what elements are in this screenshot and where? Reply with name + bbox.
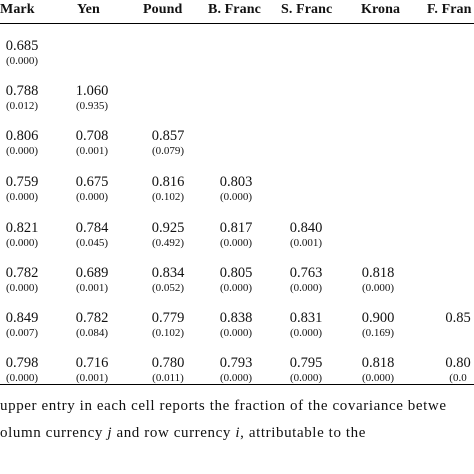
table-cell — [276, 310, 336, 340]
cell-value: 0.805 — [219, 265, 253, 281]
cell-pvalue: (0.052) — [151, 282, 185, 294]
cell-pvalue: (0.000) — [289, 327, 323, 339]
table-cell — [206, 310, 266, 340]
table-cell — [138, 265, 198, 295]
cell-value: 0.689 — [75, 265, 109, 281]
cell-pvalue: (0.935) — [75, 100, 109, 112]
cell-value: 0.782 — [5, 265, 39, 281]
cell-value: 0.840 — [289, 220, 323, 236]
footnote-text-2a: olumn currency — [0, 425, 108, 441]
cell-value: 0.784 — [75, 220, 109, 236]
cell-pvalue: (0.001) — [75, 282, 109, 294]
cell-pvalue: (0.011) — [152, 372, 184, 384]
cell-value: 0.834 — [151, 265, 185, 281]
table-cell — [0, 83, 52, 113]
cell-pvalue: (0.000) — [219, 282, 253, 294]
cell-pvalue: (0.000) — [5, 191, 39, 203]
table-cell — [206, 220, 266, 250]
cell-value: 0.779 — [151, 310, 185, 326]
cell-value: 0.831 — [289, 310, 323, 326]
table-cell — [62, 174, 122, 204]
cell-value: 0.818 — [361, 265, 395, 281]
cell-pvalue: (0.000) — [5, 145, 39, 157]
cell-value: 0.759 — [5, 174, 39, 190]
table-cell — [138, 310, 198, 340]
cell-value: 0.708 — [75, 128, 109, 144]
footnote-text-2b: and row currency — [112, 425, 236, 441]
table-cell — [0, 355, 52, 385]
table-cell — [62, 265, 122, 295]
cell-value: 0.806 — [5, 128, 39, 144]
cell-pvalue: (0.079) — [151, 145, 185, 157]
table-cell — [206, 174, 266, 204]
cell-value: 0.798 — [5, 355, 39, 371]
footnote-text-2c: , attributable to the — [240, 425, 367, 441]
cell-value: 0.817 — [219, 220, 253, 236]
column-header: Krona — [361, 2, 401, 17]
cell-pvalue: (0.492) — [151, 237, 185, 249]
table-cell — [0, 38, 52, 68]
cell-value: 0.803 — [219, 174, 253, 190]
cell-pvalue: (0.000) — [219, 237, 253, 249]
table-cell — [0, 174, 52, 204]
footnote-var-i: i — [235, 425, 241, 441]
cell-pvalue: (0.000) — [361, 282, 395, 294]
cell-value: 0.900 — [361, 310, 395, 326]
cell-value: 0.818 — [361, 355, 395, 371]
table-cell — [62, 220, 122, 250]
cell-pvalue: (0.000) — [361, 372, 395, 384]
table-cell — [0, 220, 52, 250]
header-rule — [0, 23, 474, 24]
footnote-text-1: upper entry in each cell reports the fraction of the covariance betwe — [0, 398, 447, 414]
cell-pvalue: (0.102) — [151, 191, 185, 203]
table-cell — [62, 128, 122, 158]
footnote-var-j: j — [107, 425, 113, 441]
cell-value: 0.685 — [5, 38, 39, 54]
column-header: B. Franc — [208, 2, 261, 17]
cell-pvalue: (0.102) — [151, 327, 185, 339]
cell-pvalue: (0.001) — [75, 372, 109, 384]
table-cell — [138, 355, 198, 385]
cell-pvalue: (0.169) — [361, 327, 395, 339]
table-cell — [428, 355, 474, 385]
table-cell — [138, 128, 198, 158]
cell-pvalue: (0.007) — [5, 327, 39, 339]
column-header: Yen — [77, 2, 100, 17]
table-cell — [348, 355, 408, 385]
column-header: S. Franc — [281, 2, 333, 17]
footnote-line-1 — [0, 398, 474, 415]
table-cell — [138, 220, 198, 250]
cell-pvalue: (0.045) — [75, 237, 109, 249]
cell-pvalue: (0.000) — [219, 191, 253, 203]
cell-pvalue: (0.001) — [75, 145, 109, 157]
column-header: Pound — [143, 2, 183, 17]
cell-pvalue: (0.000) — [75, 191, 109, 203]
cell-value: 0.763 — [289, 265, 323, 281]
table-cell — [428, 310, 474, 326]
cell-value: 0.821 — [5, 220, 39, 236]
cell-value: 0.795 — [289, 355, 323, 371]
cell-value: 1.060 — [75, 83, 109, 99]
cell-value: 0.857 — [151, 128, 185, 144]
table-cell — [348, 265, 408, 295]
table-cell — [206, 265, 266, 295]
cell-value: 0.849 — [5, 310, 39, 326]
table-cell — [62, 355, 122, 385]
cell-pvalue: (0.000) — [5, 237, 39, 249]
column-header: F. Fran — [427, 2, 472, 17]
cell-value: 0.675 — [75, 174, 109, 190]
cell-value: 0.85 — [445, 310, 471, 326]
cell-pvalue: (0.001) — [289, 237, 323, 249]
cell-pvalue: (0.000) — [219, 372, 253, 384]
cell-value: 0.716 — [75, 355, 109, 371]
cell-value: 0.793 — [219, 355, 253, 371]
cell-value: 0.788 — [5, 83, 39, 99]
table-cell — [276, 265, 336, 295]
footnote-line-2 — [0, 425, 474, 442]
cell-pvalue: (0.000) — [5, 372, 39, 384]
table-cell — [62, 83, 122, 113]
column-header: Mark — [0, 2, 35, 17]
table-cell — [348, 310, 408, 340]
cell-pvalue: (0.084) — [75, 327, 109, 339]
cell-pvalue: (0.000) — [5, 282, 39, 294]
bottom-rule — [0, 384, 474, 385]
cell-pvalue: (0.000) — [219, 327, 253, 339]
cell-value: 0.816 — [151, 174, 185, 190]
cell-pvalue: (0.012) — [5, 100, 39, 112]
cell-value: 0.838 — [219, 310, 253, 326]
cell-value: 0.780 — [151, 355, 185, 371]
cell-pvalue: (0.000) — [289, 372, 323, 384]
cell-pvalue: (0.000) — [289, 282, 323, 294]
table-cell — [62, 310, 122, 340]
cell-pvalue: (0.0 — [449, 372, 467, 384]
cell-value: 0.782 — [75, 310, 109, 326]
cell-value: 0.80 — [445, 355, 471, 371]
table-cell — [0, 128, 52, 158]
table-cell — [276, 355, 336, 385]
table-cell — [206, 355, 266, 385]
table-cell — [138, 174, 198, 204]
cell-pvalue: (0.000) — [5, 55, 39, 67]
table-cell — [0, 265, 52, 295]
table-cell — [276, 220, 336, 250]
cell-value: 0.925 — [151, 220, 185, 236]
table-cell — [0, 310, 52, 340]
